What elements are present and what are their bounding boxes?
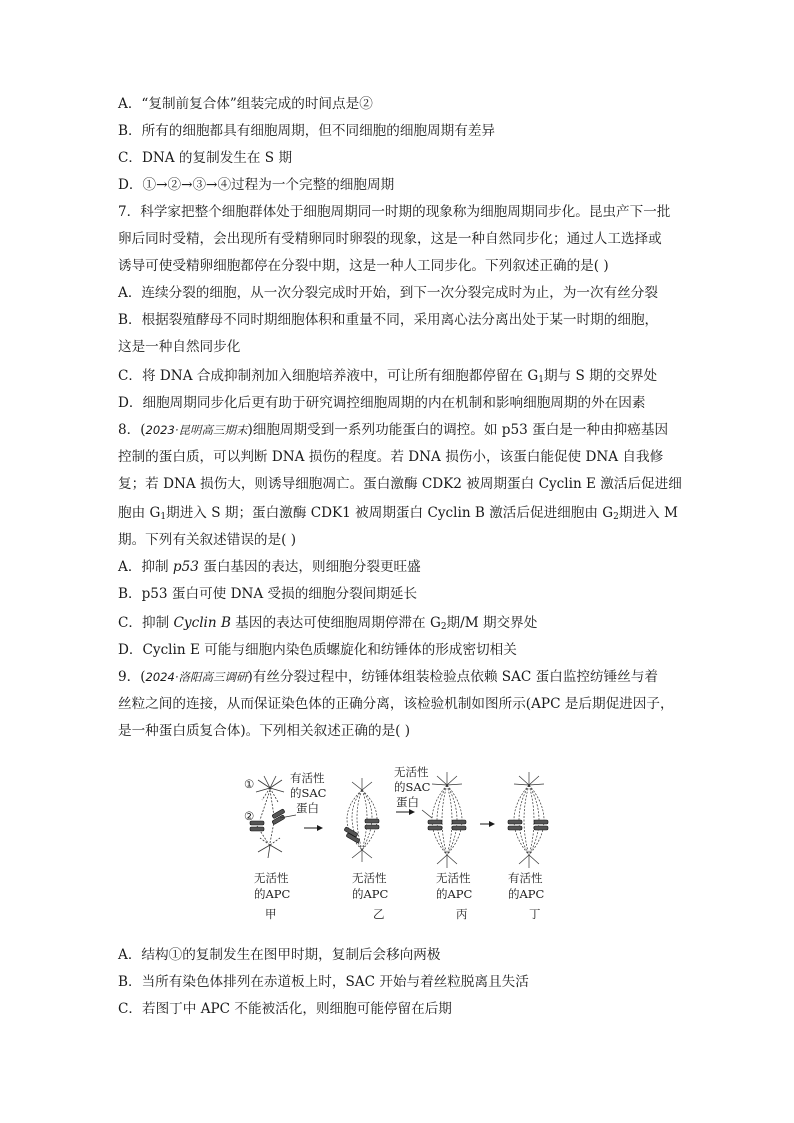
apc-ding-label-1: 有活性 (508, 871, 543, 885)
q8-option-d: D．Cyclin E 可能与细胞内染色质螺旋化和纺锤体的形成密切相关 (118, 642, 517, 658)
panel-label-jia: 甲 (265, 907, 277, 921)
structure-2-label: ② (244, 809, 255, 823)
q6-option-c: C．DNA 的复制发生在 S 期 (118, 150, 293, 166)
q9-number: 9．( (118, 669, 146, 685)
centrosome-top (256, 776, 284, 802)
q8-stem4-c: 期进入 M (618, 505, 678, 521)
q9-option-b: B．当所有染色体排列在赤道板上时，SAC 开始与着丝粒脱离且失活 (118, 974, 529, 990)
q8-stem-line1 (118, 421, 668, 439)
q7-option-c-text-end: 期与 S 期的交界处 (544, 368, 658, 384)
q9-option-c: C．若图丁中 APC 不能被活化，则细胞可能停留在后期 (118, 1001, 452, 1017)
q8-option-c (118, 614, 537, 632)
q9-stem-line2: 丝粒之间的连接，从而保证染色体的正确分离，该检验机制如图所示(APC 是后期促进因子， (118, 696, 674, 712)
apc-jia-label-1: 无活性 (254, 871, 289, 885)
subscript: 1 (160, 512, 167, 522)
gene-name: Cyclin B (173, 615, 231, 631)
panel-label-ding: 丁 (529, 907, 541, 921)
q6-option-b: B．所有的细胞都具有细胞周期，但不同细胞的细胞周期有差异 (118, 123, 496, 139)
panel-label-yi: 乙 (373, 907, 385, 921)
q9-stem-text: )有丝分裂过程中，纺锤体组装检验点依赖 SAC 蛋白监控纺锤丝与着 (247, 669, 658, 685)
q8-a-pre: A．抑制 (118, 559, 173, 575)
q7-option-c (118, 367, 657, 385)
q8-stem4-b: 期进入 S 期；蛋白激酶 CDK1 被周期蛋白 Cyclin B 激活后促进细胞由 G (166, 505, 614, 521)
active-sac-label-2: 的SAC (290, 786, 327, 800)
subscript: 1 (538, 375, 545, 385)
subscript: 2 (440, 622, 447, 632)
q6-option-a: A．“复制前复合体”组装完成的时间点是② (118, 96, 373, 112)
q7-option-b-line2: 这是一种自然同步化 (118, 339, 241, 355)
inactive-sac-label-3: 蛋白 (396, 795, 419, 809)
chromosomes-bing (428, 820, 466, 830)
inactive-sac-label-2: 的SAC (394, 780, 431, 794)
apc-jia-label-2: 的APC (254, 887, 291, 901)
active-sac-label-3: 蛋白 (296, 801, 319, 815)
gene-name: p53 (172, 559, 199, 575)
structure-1-label: ① (244, 777, 255, 791)
q9-stem-line1 (118, 668, 658, 686)
q8-stem-line4 (118, 504, 678, 522)
q8-number: 8．( (118, 422, 146, 438)
q7-option-a: A．连续分裂的细胞，从一次分裂完成时开始，到下一次分裂完成时为止，为一次有丝分裂 (118, 285, 658, 301)
inactive-sac-label-1: 无活性 (394, 765, 429, 779)
q8-c-post: 期/M 期交界处 (446, 615, 538, 631)
q8-stem-line5: 期。下列有关叙述错误的是( ) (118, 532, 297, 548)
q8-source: 2023·昆明高三期末 (145, 423, 248, 437)
q8-c-pre: C．抑制 (118, 615, 174, 631)
q8-stem4-a: 胞由 G (118, 505, 161, 521)
q9-option-a: A．结构①的复制发生在图甲时期，复制后会移向两极 (118, 947, 441, 963)
q8-option-b: B．p53 蛋白可使 DNA 受损的细胞分裂间期延长 (118, 586, 418, 602)
q7-stem-line2: 卵后同时受精，会出现所有受精卵同时卵裂的现象，这是一种自然同步化；通过人工选择或 (118, 231, 662, 247)
q8-a-post: 蛋白基因的表达，则细胞分裂更旺盛 (198, 559, 421, 575)
q9-source: 2024·洛阳高三调研 (145, 670, 248, 684)
apc-bing-label-2: 的APC (436, 887, 473, 901)
chromosomes-yi (344, 819, 379, 843)
apc-yi-label-2: 的APC (352, 887, 389, 901)
apc-ding-label-2: 的APC (508, 887, 545, 901)
q7-stem-line1: 7．科学家把整个细胞群体处于细胞周期同一时期的现象称为细胞周期同步化。昆虫产下一批 (118, 204, 671, 220)
q7-stem-line3: 诱导可使受精卵细胞都停在分裂中期，这是一种人工同步化。下列叙述正确的是( ) (118, 258, 609, 274)
q8-stem-line3: 复；若 DNA 损伤大，则诱导细胞凋亡。蛋白激酶 CDK2 被周期蛋白 Cyclin E 激活后促进细 (118, 476, 682, 492)
active-sac-label-1: 有活性 (290, 771, 325, 785)
q9-stem-line3: 是一种蛋白质复合体)。下列相关叙述正确的是( ) (118, 723, 411, 739)
q7-option-d: D．细胞周期同步化后更有助于研究调控细胞周期的内在机制和影响细胞周期的外在因素 (118, 395, 646, 411)
subscript: 2 (613, 512, 619, 522)
apc-bing-label-1: 无活性 (436, 871, 471, 885)
q7-option-c-text: C．将 DNA 合成抑制剂加入细胞培养液中，可让所有细胞都停留在 G (118, 368, 539, 384)
q8-option-a (118, 558, 421, 576)
q6-option-d: D．①→②→③→④过程为一个完整的细胞周期 (118, 177, 395, 193)
q8-stem-line2: 控制的蛋白质，可以判断 DNA 损伤的程度。若 DNA 损伤小，该蛋白能促使 DNA 自我修 (118, 449, 664, 465)
apc-yi-label-1: 无活性 (352, 871, 387, 885)
chromosomes-jia (250, 809, 285, 831)
panel-label-bing: 丙 (456, 907, 468, 921)
q8-c-mid: 基因的表达可使细胞周期停滞在 G (230, 615, 441, 631)
sac-checkpoint-figure (232, 760, 562, 930)
q8-stem-text: )细胞周期受到一系列功能蛋白的调控。如 p53 蛋白是一种由抑癌基因 (247, 422, 669, 438)
q7-option-b-line1: B．根据裂殖酵母不同时期细胞体积和重量不同，采用离心法分离出处于某一时期的细胞， (118, 312, 659, 328)
